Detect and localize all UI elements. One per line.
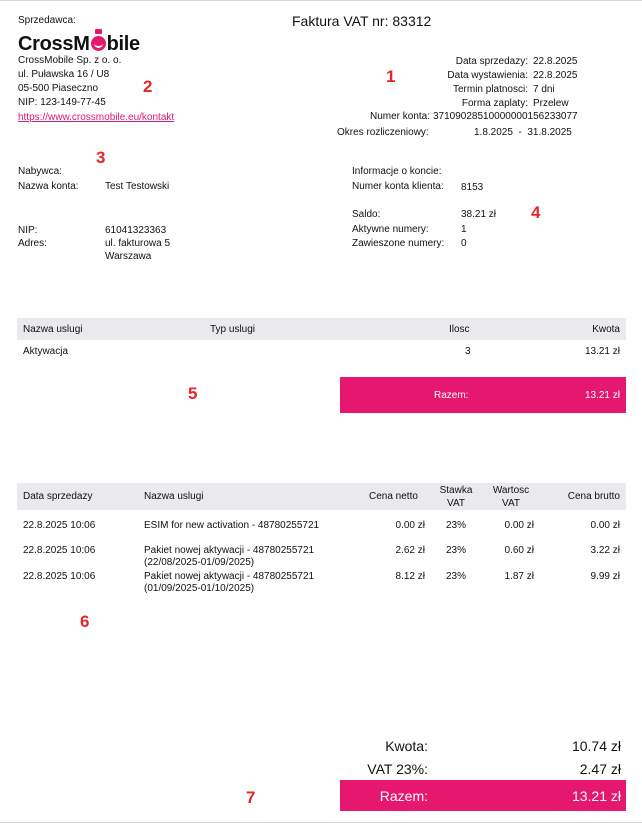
items-col-vat-value-line1: Wartosc [492, 485, 530, 496]
items-row-vat: 0.00 zł [504, 520, 534, 531]
seller-nip: NIP: 123-149-77-45 [18, 97, 106, 108]
summary-vat-label: VAT 23%: [367, 761, 428, 777]
buyer-nip: 61041323363 [105, 225, 167, 236]
items-row-date: 22.8.2025 10:06 [23, 545, 96, 556]
services-table-header [17, 318, 626, 340]
items-row-name: Pakiet nowej aktywacji - 48780255721 [144, 545, 315, 556]
items-row-name: ESIM for new activation - 48780255721 [144, 520, 320, 531]
items-row-gross: 9.99 zł [590, 571, 620, 582]
items-row-gross: 3.22 zł [590, 545, 620, 556]
page-bottom-border [0, 822, 642, 823]
marker-1: 1 [386, 67, 396, 86]
services-row-name: Aktywacja [23, 346, 69, 357]
items-row-rate: 23% [445, 545, 466, 556]
summary-total-label: Razem: [379, 788, 428, 804]
period-value: 1.8.2025 - 31.8.2025 [474, 127, 572, 138]
client-number-label: Numer konta klienta: [352, 181, 444, 192]
logo-text-end: bile [106, 33, 140, 55]
active-numbers-label: Aktywne numery: [352, 224, 429, 235]
items-row-vat: 0.60 zł [504, 545, 534, 556]
issue-date-label: Data wystawienia: [447, 70, 528, 81]
buyer-address-line1: ul. fakturowa 5 [105, 238, 171, 249]
marker-3: 3 [96, 148, 106, 167]
items-col-name: Nazwa uslugi [144, 491, 204, 502]
payment-label: Forma zaplaty: [461, 98, 528, 109]
seller-name: CrossMobile Sp. z o. o. [18, 55, 122, 66]
items-row-name: Pakiet nowej aktywacji - 48780255721 [144, 571, 315, 582]
due-label: Termin platnosci: [452, 84, 528, 95]
sale-date-value: 22.8.2025 [533, 56, 578, 67]
summary-amount-label: Kwota: [385, 738, 428, 754]
services-col-amount: Kwota [592, 324, 620, 335]
marker-2: 2 [143, 77, 153, 96]
page-top-border [0, 0, 642, 1]
services-row-qty: 3 [465, 346, 471, 357]
items-col-gross: Cena brutto [567, 491, 620, 502]
suspended-numbers-label: Zawieszone numery: [352, 238, 445, 249]
items-col-net: Cena netto [369, 491, 418, 502]
services-col-qty: Ilosc [449, 324, 470, 335]
buyer-address-label: Adres: [18, 238, 47, 249]
items-row-period: (01/09/2025-01/10/2025) [144, 583, 255, 594]
items-row-rate: 23% [445, 520, 466, 531]
buyer-address-line2: Warszawa [105, 251, 152, 262]
balance-value: 38.21 zł [461, 209, 497, 220]
invoice-title: Faktura VAT nr: 83312 [292, 13, 432, 29]
buyer-nip-label: NIP: [18, 225, 38, 236]
marker-7: 7 [246, 788, 256, 807]
active-numbers-value: 1 [461, 224, 467, 235]
summary-total-bar [340, 780, 626, 811]
summary-total-value: 13.21 zł [571, 788, 621, 804]
summary-vat-value: 2.47 zł [579, 761, 621, 777]
services-col-type: Typ uslugi [210, 324, 256, 335]
seller-contact-link[interactable]: https://www.crossmobile.eu/kontakt [18, 112, 175, 123]
items-row-net: 0.00 zł [395, 520, 425, 531]
crossmobile-logo [18, 33, 140, 56]
marker-5: 5 [188, 384, 198, 403]
items-row-net: 8.12 zł [395, 571, 425, 582]
items-col-vat-value-line2: VAT [502, 498, 520, 509]
services-col-name: Nazwa uslugi [23, 324, 83, 335]
account-label: Numer konta: [369, 111, 430, 122]
payment-value: Przelew [533, 98, 569, 109]
buyer-heading: Nabywca: [18, 166, 62, 177]
services-total-value: 13.21 zł [584, 390, 620, 401]
seller-heading: Sprzedawca: [18, 15, 76, 26]
logo-o-icon [91, 36, 106, 51]
items-row-date: 22.8.2025 10:06 [23, 571, 96, 582]
account-value: 37109028510000000156233077 [433, 111, 578, 122]
items-row-gross: 0.00 zł [590, 520, 620, 531]
account-info-heading: Informacje o koncie: [352, 166, 442, 177]
services-total-bar [340, 377, 626, 413]
seller-street: ul. Puławska 16 / U8 [18, 69, 110, 80]
summary-amount-value: 10.74 zł [571, 738, 621, 754]
items-col-date: Data sprzedazy [23, 491, 93, 502]
services-row-amount: 13.21 zł [584, 346, 620, 357]
marker-4: 4 [531, 203, 541, 222]
seller-city: 05-500 Piaseczno [18, 83, 99, 94]
client-number-value: 8153 [461, 182, 484, 193]
period-label: Okres rozliczeniowy: [337, 127, 429, 138]
services-total-label: Razem: [434, 390, 469, 401]
items-row-rate: 23% [445, 571, 466, 582]
due-value: 7 dni [533, 84, 555, 95]
issue-date-value: 22.8.2025 [533, 70, 578, 81]
items-row-net: 2.62 zł [395, 545, 425, 556]
balance-label: Saldo: [352, 209, 381, 220]
items-col-vat-rate-line1: Stawka [439, 485, 473, 496]
items-row-date: 22.8.2025 10:06 [23, 520, 96, 531]
sale-date-label: Data sprzedazy: [455, 56, 528, 67]
suspended-numbers-value: 0 [461, 238, 467, 249]
items-col-vat-rate-line2: VAT [447, 498, 465, 509]
buyer-account-name-label: Nazwa konta: [18, 181, 79, 192]
buyer-account-name: Test Testowski [105, 181, 170, 192]
items-row-period: (22/08/2025-01/09/2025) [144, 557, 255, 568]
marker-6: 6 [80, 612, 90, 631]
items-row-vat: 1.87 zł [504, 571, 534, 582]
logo-text-start: CrossM [18, 33, 90, 55]
